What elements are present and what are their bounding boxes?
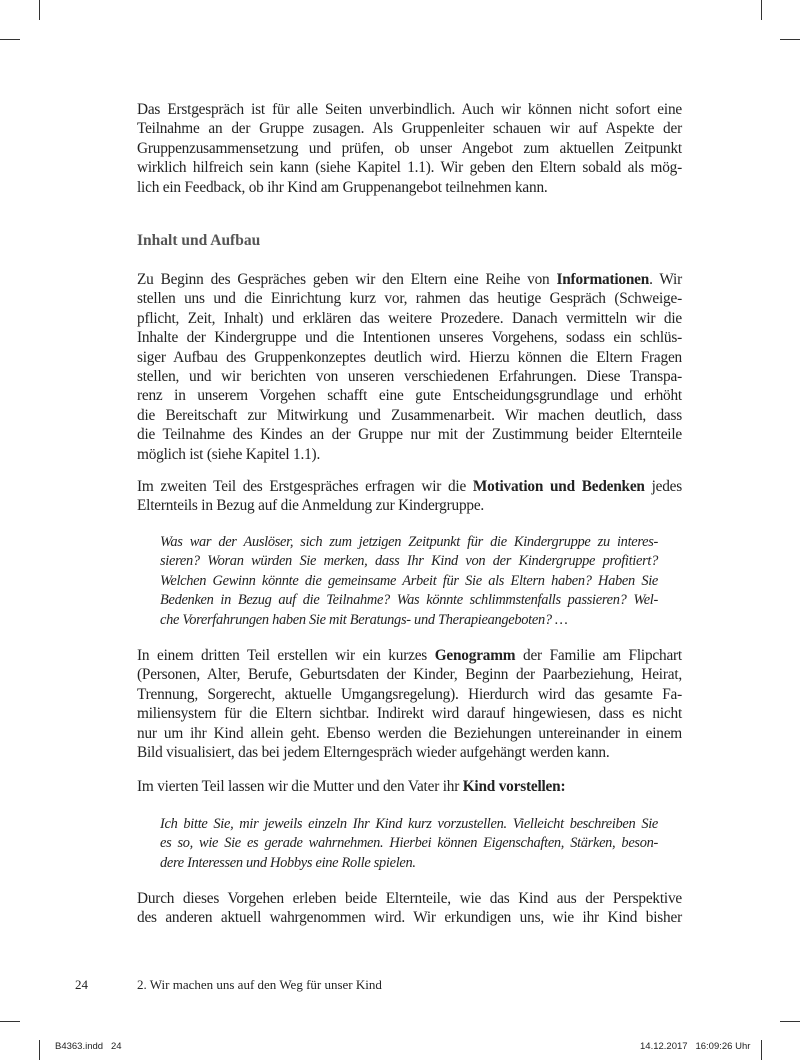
text-line: Das Erstgespräch ist für alle Seiten unverbindlich. Auch wir können nicht sofort eine	[137, 101, 682, 118]
text-line: miliensystem für die Eltern sichtbar. Indirekt wird darauf hingewiesen, dass es nicht	[137, 705, 682, 723]
text-line: stellen, und wir berichten von unseren verschiedenen Erfahrungen. Diese Transpa-	[137, 368, 682, 386]
text-line: renz in unserem Vorgehen schafft eine gute Entscheidungsgrundlage und erhöht	[137, 387, 682, 405]
text-line: Inhalte der Kindergruppe und die Intentionen unseres Vorgehens, sodass ein schlüs-	[137, 329, 682, 347]
text-line: lich ein Feedback, ob ihr Kind am Gruppenangebot teilnehmen kann.	[137, 178, 548, 196]
text-run: Zu Beginn des Gespräches geben wir den Eltern eine Reihe von	[137, 271, 557, 288]
quote-questions	[160, 533, 658, 630]
text-line: stellen uns und die Einrichtung kurz vor, rahmen das heutige Gespräch (Schweige-	[137, 290, 682, 308]
page-number: 24	[75, 977, 88, 992]
crop-mark	[0, 1021, 20, 1022]
crop-mark	[0, 39, 20, 40]
text-run: Im zweiten Teil des Erstgespräches erfragen wir die	[137, 478, 473, 495]
quote-child	[160, 815, 658, 873]
crop-mark	[761, 0, 762, 20]
crop-mark	[39, 1040, 40, 1060]
text-run: In einem dritten Teil erstellen wir ein kurzes	[137, 647, 435, 664]
crop-mark	[761, 1040, 762, 1060]
slug-filename: B4363.indd 24	[55, 1041, 122, 1052]
quote-line: sieren? Woran würden Sie merken, dass Ihr Kind von der Kindergruppe profitiert?	[160, 553, 658, 570]
paragraph-information	[137, 270, 682, 464]
text-line: die Bereitschaft zur Mitwirkung und Zusammenarbeit. Wir machen deutlich, dass	[137, 406, 682, 424]
bold-term: Informationen	[556, 271, 650, 288]
text-run: jedes	[644, 478, 683, 495]
text-line: wirklich hilfreich sein kann (siehe Kapitel 1.1). Wir geben den Eltern sobald als mög-	[137, 159, 682, 177]
text-line: Gruppenzusammensetzung und prüfen, ob unser Angebot zum aktuellen Zeitpunkt	[137, 139, 682, 157]
text-line: (Personen, Alter, Berufe, Geburtsdaten der Kinder, Beginn der Paarbeziehung, Heirat,	[137, 666, 682, 684]
bold-term: Kind vorstellen:	[462, 778, 566, 795]
text-line: Bild visualisiert, das bei jedem Elterngespräch wieder aufgehängt werden kann.	[137, 744, 610, 762]
text-line: Elternteils in Bezug auf die Anmeldung zur Kindergruppe.	[137, 497, 485, 515]
text-line: siger Aufbau des Gruppenkonzeptes deutlich wird. Hierzu können die Eltern Fragen	[137, 348, 682, 366]
paragraph-intro	[137, 100, 682, 197]
bold-term: Motivation und Bedenken	[472, 478, 645, 495]
quote-line: Bedenken in Bezug auf die Teilnahme? Was könnte schlimmstenfalls passieren? Wel-	[160, 592, 658, 609]
text-line: Teilnahme an der Gruppe zusagen. Als Gruppenleiter schauen wir auf Aspekte der	[137, 120, 682, 138]
quote-line: Was war der Auslöser, sich zum jetzigen Zeitpunkt für die Kindergruppe zu interes-	[160, 534, 658, 550]
section-heading: Inhalt und Aufbau	[137, 232, 261, 249]
text-run: Im vierten Teil lassen wir die Mutter und den Vater ihr	[137, 778, 463, 795]
text-line: die Teilnahme des Kindes an der Gruppe nur mit der Zustimmung beider Elternteile	[137, 426, 682, 444]
paragraph-perspective	[137, 889, 682, 928]
text-line: des anderen aktuell wahrgenommen wird. Wir erkundigen uns, wie ihr Kind bisher	[137, 909, 682, 927]
crop-mark	[780, 1021, 800, 1022]
quote-line: dere Interessen und Hobbys eine Rolle spielen.	[160, 854, 416, 871]
text-line	[137, 270, 682, 289]
paragraph-motivation	[137, 477, 682, 516]
text-line	[137, 477, 682, 496]
text-line: Trennung, Sorgerecht, aktuelle Umgangsregelung). Hierdurch wird das gesamte Fa-	[137, 685, 682, 703]
text-run: . Wir	[649, 271, 683, 288]
crop-mark	[780, 39, 800, 40]
text-line	[137, 646, 682, 665]
running-footer: 2. Wir machen uns auf den Weg für unser Kind	[137, 977, 382, 992]
text-line: Durch dieses Vorgehen erleben beide Elternteile, wie das Kind aus der Perspektive	[137, 890, 682, 907]
slug-timestamp: 14.12.2017 16:09:26 Uhr	[640, 1041, 751, 1052]
crop-mark	[39, 0, 40, 20]
text-run: der Familie am Flipchart	[515, 647, 682, 664]
quote-line: Welchen Gewinn könnte die gemeinsame Arbeit für Sie als Eltern haben? Haben Sie	[160, 572, 658, 589]
quote-line: es so, wie Sie es gerade wahrnehmen. Hierbei können Eigenschaften, Stärken, beson-	[160, 835, 658, 852]
paragraph-genogram	[137, 646, 682, 762]
paragraph-child-intro	[137, 777, 682, 796]
text-line	[137, 777, 682, 796]
bold-term: Genogramm	[434, 647, 516, 664]
quote-line: che Vorerfahrungen haben Sie mit Beratungs- und Therapieangeboten? …	[160, 611, 568, 628]
text-line: nur um ihr Kind allein geht. Ebenso werden die Beziehungen untereinander in einem	[137, 724, 682, 742]
quote-line: Ich bitte Sie, mir jeweils einzeln Ihr Kind kurz vorzustellen. Vielleicht beschreiben Sie	[160, 816, 658, 832]
text-line: pflicht, Zeit, Inhalt) und erklären das weitere Prozedere. Danach vermitteln wir die	[137, 309, 682, 327]
text-line: möglich ist (siehe Kapitel 1.1).	[137, 445, 321, 463]
